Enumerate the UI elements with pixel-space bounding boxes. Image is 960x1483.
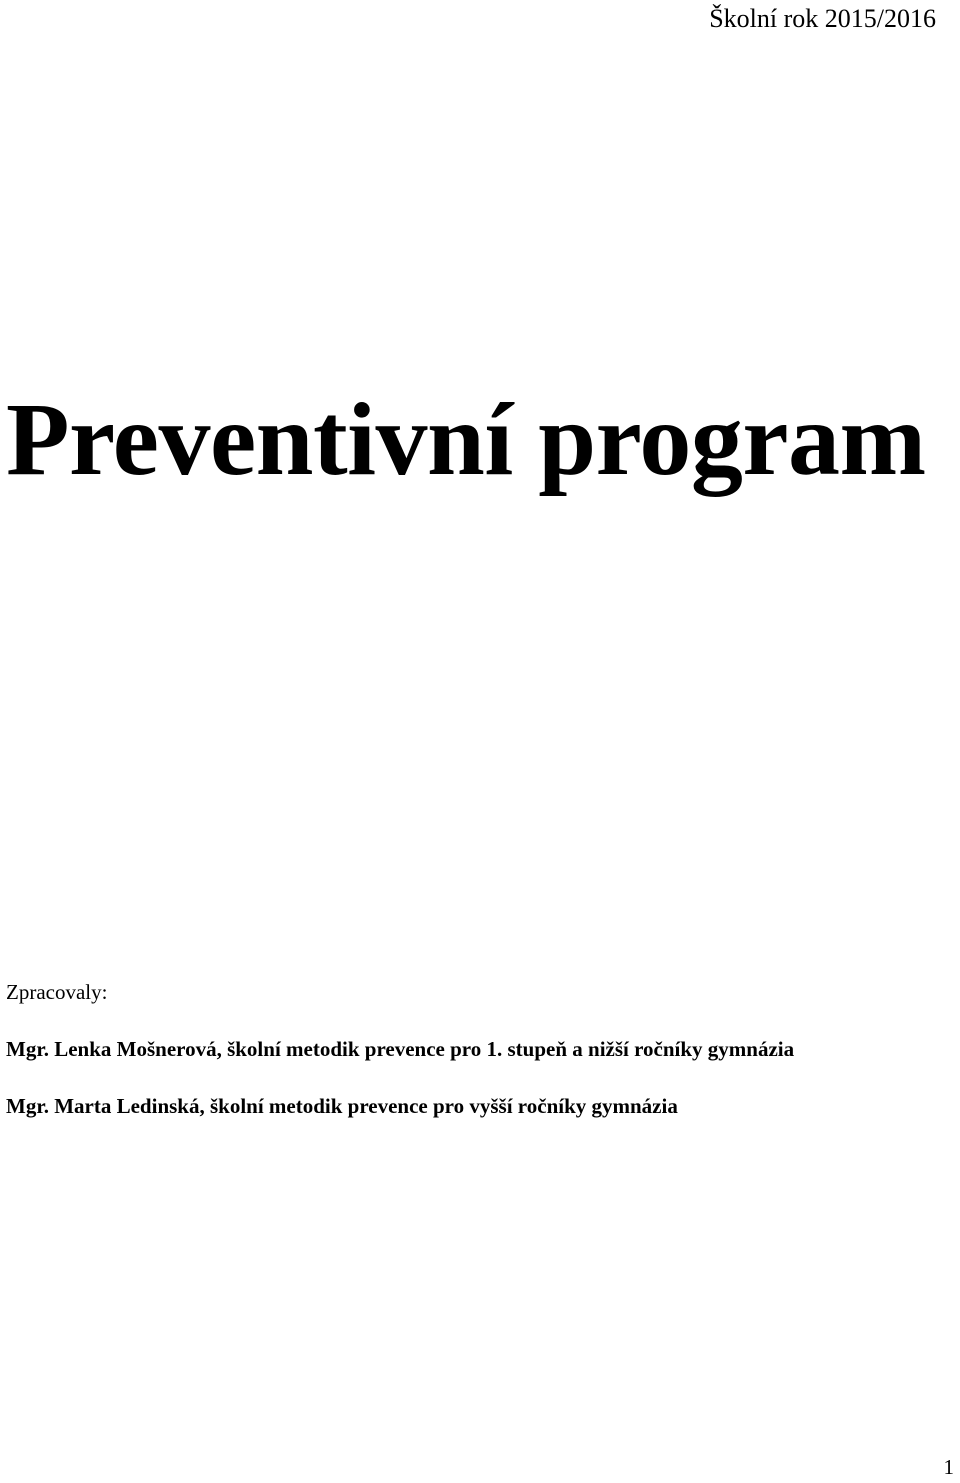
author-line: Mgr. Lenka Mošnerová, školní metodik prevence pro 1. stupeň a nižší ročníky gymnázia (6, 1037, 795, 1061)
school-year-header: Školní rok 2015/2016 (709, 4, 936, 33)
page-number: 1 (943, 1455, 954, 1479)
author-line: Mgr. Marta Ledinská, školní metodik prevence pro vyšší ročníky gymnázia (6, 1094, 678, 1118)
document-title: Preventivní program (6, 382, 926, 497)
prepared-by-label: Zpracovaly: (6, 980, 108, 1004)
